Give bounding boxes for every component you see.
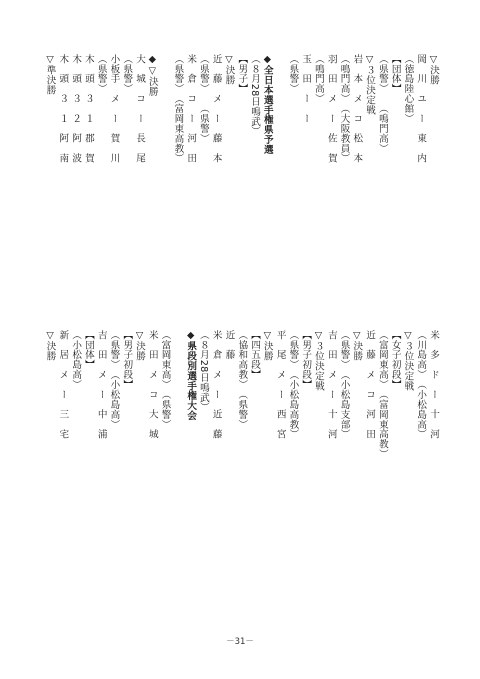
text-column: 新 居 メ ー 三 宅: [57, 330, 69, 439]
text-column: 岡 川 ユ ー 東 内: [415, 54, 427, 163]
text-column: （県警） （富岡東高教）: [172, 54, 184, 164]
text-column: 木 頭 ３ １ 郡 賀: [82, 54, 94, 163]
text-column: （県警） （県警）: [197, 54, 209, 144]
text-column: 吉 田 メ ー 十 河: [325, 330, 337, 439]
text-column: 木 頭 ３ ２ 阿 波: [70, 54, 82, 163]
text-column: 近 藤 メ コ 河 田: [364, 330, 376, 439]
text-column: ▽３位決定戦: [312, 330, 324, 391]
text-column: （小松島高）: [70, 330, 82, 390]
text-column: 木 頭 ３ １ 阿 南: [57, 54, 69, 163]
text-column: 【男子】: [236, 54, 248, 94]
text-column: ◆▽決勝: [146, 54, 158, 97]
text-column: 小板手 メ ー 賀 川: [108, 54, 120, 163]
text-column: （富岡東高） （富岡東高教）: [376, 330, 388, 459]
text-column: ▽決勝: [428, 54, 439, 86]
text-column: 岩 本 メ コ 松 本: [351, 54, 363, 163]
text-column: 吉 田 メ ー 中 浦: [95, 330, 107, 439]
bottom-tier: [44, 330, 440, 580]
text-column: 【四五段】: [249, 330, 261, 380]
text-column: ▽決勝: [223, 54, 235, 86]
text-column: （県警） （小松島高教）: [287, 330, 299, 440]
text-column: 大 城 コ ー 長 尾: [134, 54, 146, 163]
text-column: （県警）: [121, 54, 133, 94]
text-column: （鳴門高） （大阪教員）: [338, 54, 350, 164]
text-column: 【団体】: [82, 330, 94, 370]
text-column: （県警）: [95, 54, 107, 94]
page-number: －31－: [226, 637, 254, 647]
text-column: 平 尾 メ ー 西 宮: [274, 330, 286, 439]
text-column: （県警）: [287, 54, 299, 94]
text-column: （協和高教） （県警）: [236, 330, 248, 430]
text-column: 米 倉 コ ー 河 田: [185, 54, 197, 163]
text-column: 米 田 メ コ 大 城: [146, 330, 158, 439]
text-column: ▽準決勝: [44, 54, 56, 95]
text-column: 米 多 ド ー 十 河: [428, 330, 439, 439]
text-column: ▽決勝: [44, 330, 56, 362]
text-column: （８月28日鳴武）: [249, 54, 261, 137]
text-column: 米 倉 メ ー 近 藤: [210, 330, 222, 439]
text-column: （鳴門高）: [312, 54, 324, 104]
text-column: 【団体】: [389, 54, 401, 94]
text-column: 【男子初段】: [121, 330, 133, 390]
section-heading: ◆全日本選手権県予選: [261, 54, 273, 155]
text-column: ▽３位決定戦: [364, 54, 376, 115]
text-column: （県警） （小松島高）: [108, 330, 120, 430]
text-column: 【女子初段】: [389, 330, 401, 390]
text-column: （徳島陸心館）: [402, 54, 414, 124]
text-column: ▽３位決定戦: [402, 330, 414, 391]
text-column: （県警） （小松島支部）: [338, 330, 350, 440]
text-column: （県警） （鳴門高）: [376, 54, 388, 154]
text-column: （川島高） （小松島高）: [415, 330, 427, 440]
text-column: 近 藤 メ ー 藤 本: [210, 54, 222, 163]
section-heading: ◆県段別選手権大会: [185, 330, 197, 421]
text-column: （８月28日鳴武）: [197, 330, 209, 413]
text-column: 【男子初段】: [300, 330, 312, 390]
text-column: 玉 田 ー ー: [300, 54, 312, 134]
text-column: 羽 田 メ ー 佐 賀: [325, 54, 337, 163]
text-column: ▽決勝: [351, 330, 363, 362]
text-column: ▽決勝: [261, 330, 273, 362]
text-column: ▽決勝: [134, 330, 146, 362]
text-column: 近 藤: [223, 330, 235, 360]
top-tier: [44, 54, 440, 298]
text-column: （富岡東高） （県警）: [159, 330, 171, 430]
